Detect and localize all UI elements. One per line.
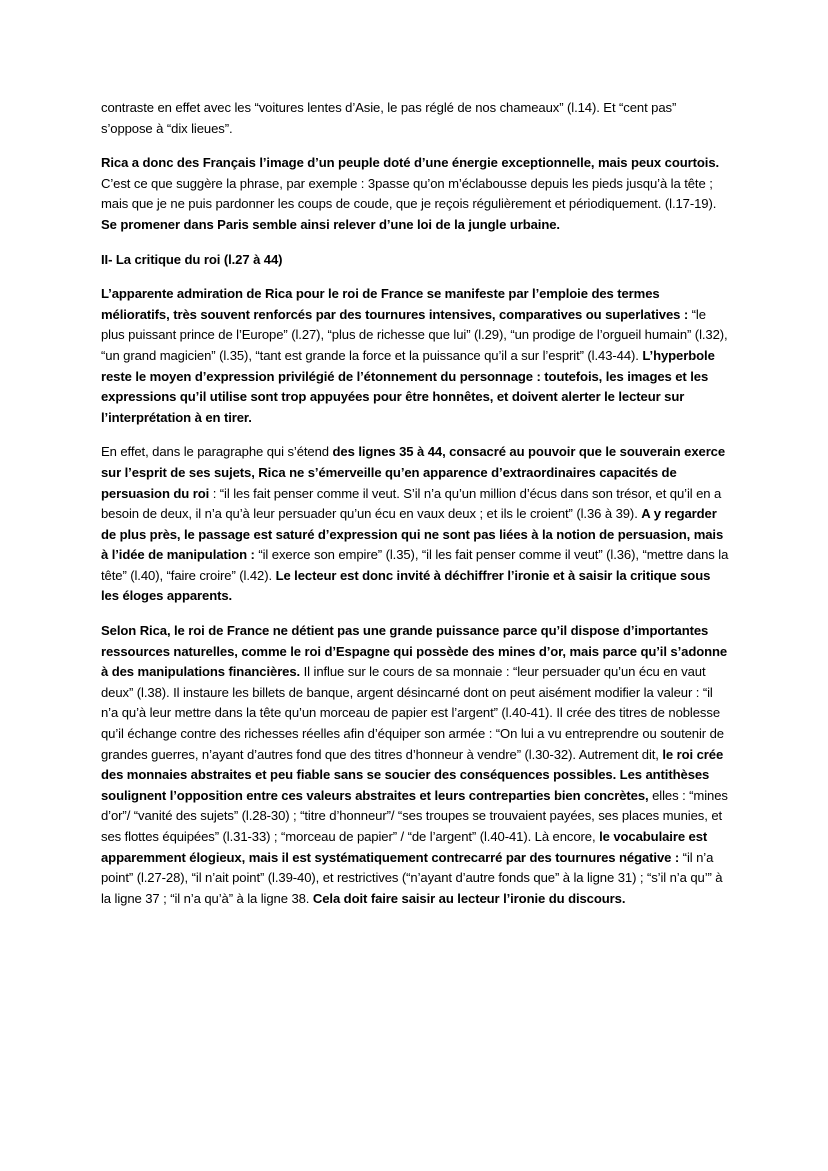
paragraph-french-vs-oriental-pace: [101, 98, 730, 139]
text-run-bold: Le lecteur est donc invité à déchiffrer l’ironie et à saisir la critique sous les éloges apparents.: [101, 567, 711, 604]
text-run: elles : “mines d’or”/ “vanité des sujets” (l.28-30) ; “titre d’honneur”/ “ses troupes se trouvaient payées, ses places munies, et ses flottes équipées” (l.31-33) ; “morceau de papier” / “de l’argent” (l.40-41). Là encore,: [101, 787, 728, 844]
text-run-bold: L’hyperbole reste le moyen d’expression privilégié de l’étonnement du personnage : toutefois, les images et les expressions qu’il utilise sont trop appuyées pour être honnêtes, et doivent alerter le lecteur sur l’interprétation à en tirer.: [101, 347, 715, 425]
text-run-bold: Cela doit faire saisir au lecteur l’ironie du discours.: [312, 890, 626, 906]
paragraph-apparent-admiration: [101, 284, 730, 428]
text-run: “le plus puissant prince de l’Europe” (l.27), “plus de richesse que lui” (l.29), “un prodige de l’orgueil humain” (l.32), “un grand magicien” (l.35), “tant est grande la force et la puissance qu’il a sur l’esprit” (l.43-44).: [101, 306, 728, 363]
text-run-bold: L’apparente admiration de Rica pour le roi de France se manifeste par l’emploie des termes mélioratifs, très souvent renforcés par des tournures intensives, comparatives ou superlatives :: [101, 286, 689, 322]
text-run: “il n’a point” (l.27-28), “il n’ait point” (l.39-40), et restrictives (“n’ayant d’autre fonds que” à la ligne 31) ; “s’il n’a qu’” à la ligne 37 ; “il n’a qu’à” à la ligne 38.: [101, 849, 723, 906]
paragraph-persuasion-manipulation: [101, 442, 730, 607]
text-run-bold: des lignes 35 à 44, consacré au pouvoir que le souverain exerce sur l’esprit de ses sujets, Rica ne s’émerveille qu’en apparence d’extraordinaires capacités de persuasion du roi: [101, 444, 726, 501]
text-run: “il exerce son empire” (l.35), “il les fait penser comme il veut” (l.36), “mettre dans la tête” (l.40), “faire croire” (l.42).: [101, 547, 729, 583]
text-run-bold: Selon Rica, le roi de France ne détient pas une grande puissance parce qu’il dispose d’importantes ressources naturelles, comme le roi d’Espagne qui possède des mines d’or, mais parce qu’il s’adonne à des manipulations financières.: [101, 623, 728, 680]
text-run-bold: le vocabulaire est apparemment élogieux, mais il est systématiquement contrecarré par des tournures négative :: [101, 829, 708, 865]
text-run: En effet, dans le paragraphe qui s’étend: [101, 444, 333, 460]
paragraph-french-energy: [101, 153, 730, 235]
text-run: : “il les fait penser comme il veut. S’il n’a qu’un million d’écus dans son trésor, et qu’il en a besoin de deux, il n’a qu’à leur persuader qu’un écu en vaux deux ; et ils le croient” (l.36 à 39).: [101, 485, 722, 522]
text-run: Il influe sur le cours de sa monnaie : “leur persuader qu’un écu en vaut deux” (l.38). Il instaure les billets de banque, argent désincarné dont on peut aisément modifier la valeur : “il n’a qu’à leur mettre dans la tête qu’un morceau de papier est l’argent” (l.40-41). Il crée des titres de noblesse qu’il échange contre des richesses réelles afin d’équiper son armée : “On lui a vu entreprendre ou soutenir de grandes guerres, n’ayant d’autres fond que des titres d’honneur à vendre” (l.30-32). Autrement dit,: [101, 664, 724, 762]
text-run: contraste en effet avec les “voitures lentes d’Asie, le pas réglé de nos chameaux” (l.14). Et “cent pas” s’oppose à “dix lieues”.: [101, 100, 677, 136]
paragraph-financial-manipulation: [101, 621, 730, 909]
text-run-bold: A y regarder de plus près, le passage est saturé d’expression qui ne sont pas liées à la notion de persuasion, mais à l’idée de manipulation :: [101, 506, 724, 563]
text-run: C’est ce que suggère la phrase, par exemple : 3passe qu’on m’éclabousse depuis les pieds jusqu’à la tête ; mais que je ne puis pardonner les coups de coude, que je reçois régulièrement et périodiquement. (l.17-19).: [101, 175, 717, 212]
text-run-bold: le roi crée des monnaies abstraites et peu fiable sans se soucier des conséquences possibles. Les antithèses soulignent l’opposition entre ces valeurs abstraites et leurs contreparties bien concrètes,: [101, 746, 724, 803]
section-heading: [101, 250, 730, 271]
text-run-bold: Rica a donc des Français l’image d’un peuple doté d’une énergie exceptionnelle, mais peux courtois.: [101, 155, 720, 171]
text-run-bold: Se promener dans Paris semble ainsi relever d’une loi de la jungle urbaine.: [101, 216, 560, 232]
section-heading-text: II- La critique du roi (l.27 à 44): [101, 251, 283, 267]
